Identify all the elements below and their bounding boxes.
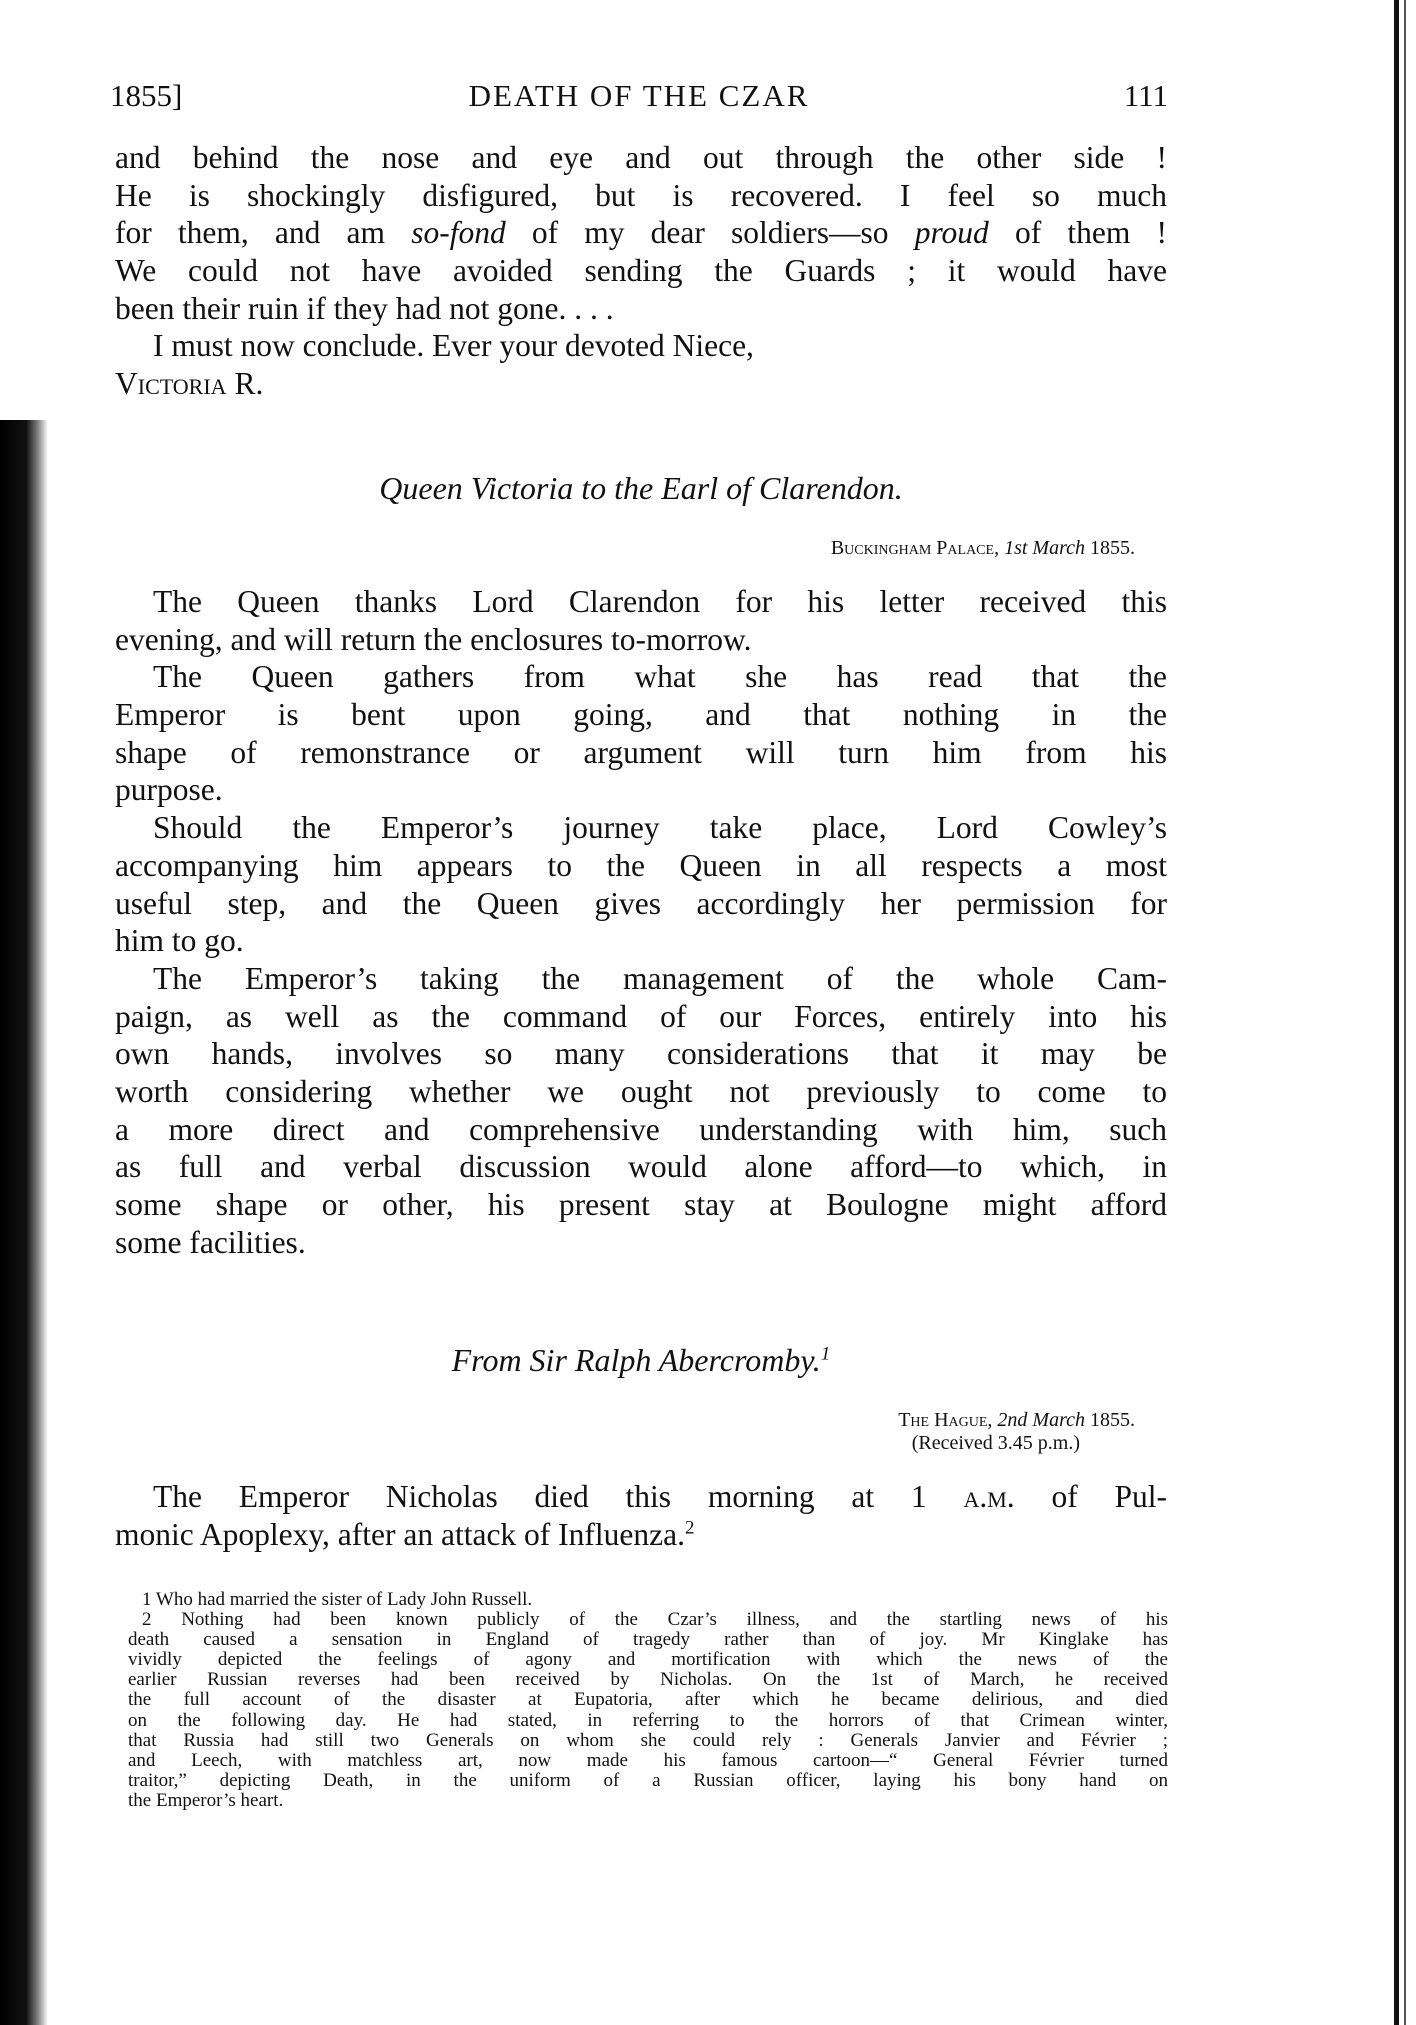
letter-body (115, 583, 1167, 1261)
text-line (128, 1751, 1168, 1771)
text-segment: The Queen gathers from what she has read that the (153, 659, 1167, 695)
text-segment: him to go. (115, 923, 244, 959)
letter-body (115, 1478, 1167, 1553)
text-segment: the full account of the disaster at Eupatoria, after which he became delirious, and died (128, 1690, 1168, 1711)
text-segment: and Leech, with matchless art, now made his famous cartoon—“ General Février turned (128, 1750, 1168, 1771)
text-segment: some shape or other, his present stay at Boulogne might afford (115, 1187, 1167, 1222)
text-line (128, 1650, 1168, 1670)
text-line (115, 885, 1167, 923)
text-line (128, 1771, 1168, 1791)
footnotes (128, 1590, 1168, 1811)
dateline-place: Buckingham Palace, (830, 537, 1000, 559)
italic-segment: proud (914, 215, 989, 251)
text-line (115, 998, 1167, 1036)
text-segment: been their ruin if they had not gone. . . . (115, 290, 614, 326)
text-segment: 1 Who had married the sister of Lady John Russell. (142, 1590, 533, 1610)
text-line (115, 771, 1167, 809)
text-line (115, 621, 1167, 659)
text-line (115, 290, 1167, 328)
dateline-place: The Hague, (898, 1409, 993, 1431)
text-segment: the Emperor’s heart. (128, 1790, 284, 1811)
text-line (115, 1148, 1167, 1186)
text-line (115, 1035, 1167, 1073)
text-line (115, 1224, 1167, 1262)
text-segment: a more direct and comprehensive understanding with him, such (115, 1111, 1167, 1147)
text-line (115, 214, 1167, 252)
text-segment: purpose. (115, 772, 223, 808)
text-segment: monic Apoplexy, after an attack of Influenza. (115, 1516, 685, 1552)
text-segment: that Russia had still two Generals on whom she could rely : Generals Janvier and Février ; (128, 1730, 1168, 1751)
text-line (115, 922, 1167, 960)
text-segment: vividly depicted the feelings of agony and mortification with which the news of the (128, 1650, 1168, 1671)
text-segment: of them ! (988, 215, 1167, 251)
text-segment: worth considering whether we ought not previously to come to (115, 1073, 1167, 1109)
text-segment: 2 Nothing had been known publicly of the Czar’s illness, and the startling news of his (142, 1610, 1168, 1631)
text-line (115, 847, 1167, 885)
dateline-day: 1st (1004, 537, 1028, 559)
text-segment: traitor,” depicting Death, in the uniform of a Russian officer, laying his bony hand on (128, 1770, 1168, 1791)
header-title: DEATH OF THE CZAR (468, 78, 810, 113)
scan-edge-rule-thin (1404, 0, 1406, 2025)
letter-dateline (115, 1408, 1135, 1432)
dateline-year: 1855. (1090, 537, 1135, 559)
text-line (128, 1630, 1168, 1650)
text-segment: of my dear soldiers—so (505, 215, 915, 251)
received-note: (Received 3.45 p.m.) (911, 1432, 1080, 1454)
dateline-month: March (1032, 1409, 1085, 1431)
text-line (115, 1073, 1167, 1111)
text-segment: He is shockingly disfigured, but is recovered. I feel so much (115, 177, 1167, 213)
header-year: 1855] (110, 78, 183, 113)
text-line (115, 139, 1167, 177)
text-line (115, 177, 1167, 215)
page-number: 111 (1123, 78, 1168, 113)
text-segment: and behind the nose and eye and out through the other side ! (115, 140, 1167, 175)
footnote-ref: 1 (820, 1343, 831, 1365)
text-line (115, 734, 1167, 772)
text-line (128, 1690, 1168, 1710)
text-segment: We could not have avoided sending the Guards ; it would have (115, 253, 1167, 289)
letter-heading: Queen Victoria to the Earl of Clarendon. (379, 470, 903, 506)
scan-edge-rule (1394, 0, 1399, 2025)
text-line (115, 583, 1167, 621)
text-segment: shape of remonstrance or argument will turn him from his (115, 734, 1167, 770)
text-line (128, 1711, 1168, 1731)
text-line (115, 696, 1167, 734)
letter-heading (115, 1340, 1167, 1380)
text-segment: Emperor is bent upon going, and that nothing in the (115, 697, 1167, 733)
closing-line: I must now conclude. Ever your devoted Niece, (153, 328, 754, 364)
text-segment: The Emperor Nicholas died this morning at 1 (153, 1479, 964, 1514)
text-segment: The Emperor’s taking the management of the whole Cam- (153, 960, 1167, 996)
text-segment: earlier Russian reverses had been received by Nicholas. On the 1st of March, he received (128, 1670, 1168, 1691)
text-line (115, 809, 1167, 847)
text-segment: own hands, involves so many considerations that it may be (115, 1036, 1167, 1072)
footnote-ref: 2 (684, 1517, 695, 1539)
dateline-month: March (1032, 537, 1085, 559)
text-segment: death caused a sensation in England of tragedy rather than of joy. Mr Kinglake has (128, 1630, 1168, 1651)
dateline-day: 2nd (997, 1409, 1028, 1431)
text-segment: accompanying him appears to the Queen in all respects a most (115, 847, 1167, 883)
text-line (115, 960, 1167, 998)
text-segment: useful step, and the Queen gives accordingly her permission for (115, 885, 1167, 921)
italic-segment: so-fond (411, 215, 506, 251)
text-line (115, 252, 1167, 290)
heading-text: From Sir Ralph Abercromby. (451, 1342, 821, 1378)
text-segment: as full and verbal discussion would alone afford—to which, in (115, 1149, 1167, 1185)
text-line (115, 1186, 1167, 1224)
text-segment: The Queen thanks Lord Clarendon for his letter received this (153, 584, 1167, 619)
text-segment: on the following day. He had stated, in referring to the horrors of that Crimean winter, (128, 1710, 1168, 1731)
signature: Victoria R. (115, 366, 264, 402)
text-line (128, 1791, 1168, 1811)
scan-binding-shadow (0, 420, 48, 2025)
text-segment: of Pul- (1014, 1479, 1167, 1514)
text-line (115, 1111, 1167, 1149)
letter-dateline (115, 536, 1135, 560)
text-line (128, 1670, 1168, 1690)
text-segment: Should the Emperor’s journey take place, Lord Cowley’s (153, 810, 1167, 846)
text-line (115, 1516, 1167, 1554)
text-segment: paign, as well as the command of our Forces, entirely into his (115, 998, 1167, 1034)
letter-conclusion-lines (115, 139, 1167, 327)
text-line (115, 1478, 1167, 1516)
text-line (115, 658, 1167, 696)
running-header (110, 76, 1168, 116)
text-segment: for them, and am (115, 215, 412, 251)
dateline-year: 1855. (1090, 1409, 1135, 1431)
text-line (128, 1731, 1168, 1751)
letter-conclusion (115, 139, 1167, 403)
text-segment: some facilities. (115, 1224, 306, 1260)
smallcaps-segment: a.m. (963, 1479, 1015, 1514)
text-line (128, 1590, 1168, 1610)
text-segment: evening, and will return the enclosures to-morrow. (115, 621, 752, 657)
text-line (128, 1610, 1168, 1630)
